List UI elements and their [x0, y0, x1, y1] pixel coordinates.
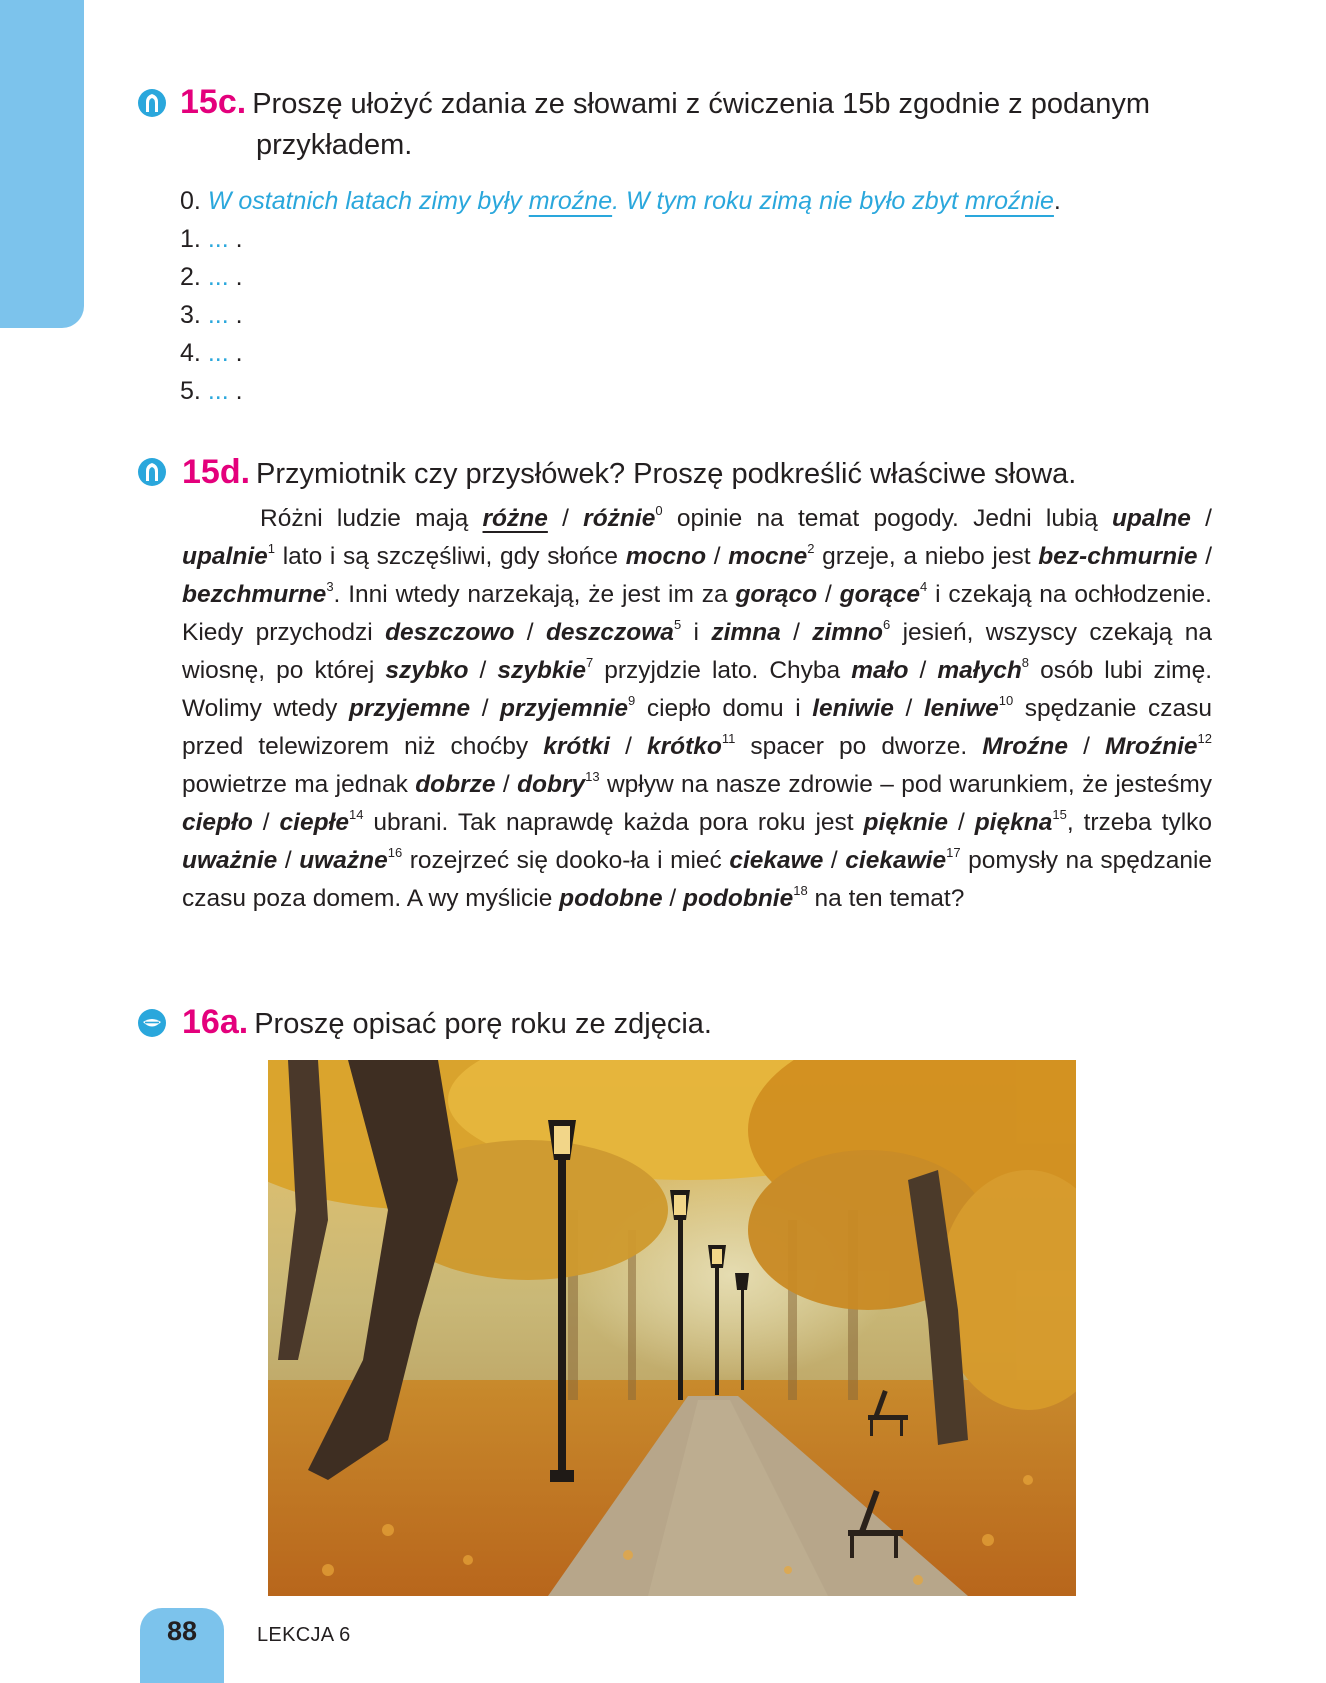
paragraph-text: spędzanie czasu przed telewizorem niż choćby	[182, 695, 1212, 760]
writing-hand-icon	[137, 88, 167, 118]
paragraph-text: /	[609, 733, 647, 760]
gap-number: 0	[655, 502, 663, 518]
word-choice-option[interactable]: mało	[851, 657, 909, 684]
word-choice-option[interactable]: krótki	[543, 733, 610, 760]
gap-number: 12	[1197, 730, 1212, 746]
word-choice-option[interactable]: małych	[937, 657, 1022, 684]
paragraph-text: powietrze ma jednak	[182, 771, 416, 798]
example-underlined-word: mroźne	[528, 187, 613, 215]
paragraph-text: osób lubi zimę. Wolimy wtedy	[182, 657, 1213, 722]
word-choice-option[interactable]: różne	[482, 505, 548, 532]
word-choice-option[interactable]: przyjemne	[348, 695, 471, 722]
word-choice-option[interactable]: mocne	[728, 543, 808, 570]
word-choice-option[interactable]: mocno	[625, 543, 707, 570]
paragraph-text: , trzeba tylko	[1066, 809, 1213, 836]
paragraph-text: wpływ na nasze zdrowie – pod warunkiem, że jesteśmy	[599, 771, 1213, 798]
exercise-instruction-continued: przykładem.	[256, 129, 413, 161]
paragraph-text: /	[947, 809, 975, 836]
word-choice-option[interactable]: przyjemnie	[500, 695, 629, 722]
answer-line[interactable]: 5. ... .	[180, 377, 243, 405]
answer-line[interactable]: 3. ... .	[180, 301, 243, 329]
paragraph-text: /	[817, 581, 840, 608]
paragraph-text: /	[514, 619, 546, 646]
paragraph-text: przyjdzie lato. Chyba	[593, 657, 852, 684]
paragraph-text: na ten temat?	[807, 885, 965, 912]
paragraph-text: rozejrzeć się dooko-ła i mieć	[402, 847, 730, 874]
paragraph-text: /	[1190, 505, 1212, 532]
speaking-mouth-icon	[137, 1008, 167, 1038]
paragraph-text: lato i są szczęśliwi, gdy słońce	[275, 543, 626, 570]
word-choice-option[interactable]: uważnie	[182, 847, 278, 874]
word-choice-option[interactable]: ciepłe	[279, 809, 349, 836]
paragraph-text: jesień, wszyscy czekają na wiosnę, po której	[182, 619, 1212, 684]
paragraph-text: /	[908, 657, 938, 684]
word-choice-option[interactable]: ciepło	[182, 809, 253, 836]
paragraph-text: . Inni wtedy narzekają, że jest im za	[333, 581, 736, 608]
word-choice-option[interactable]: zimno	[812, 619, 884, 646]
gap-number: 11	[721, 730, 736, 746]
word-choice-option[interactable]: zimna	[711, 619, 781, 646]
gap-number: 13	[585, 768, 600, 784]
example-sentence: 0. W ostatnich latach zimy były mroźne. W tym roku zimą nie było zbyt mroźnie.	[180, 187, 1061, 215]
paragraph-text: spacer po dworze.	[735, 733, 983, 760]
word-choice-option[interactable]: upalne	[1111, 505, 1191, 532]
paragraph-text: /	[470, 695, 501, 722]
paragraph-text: /	[547, 505, 584, 532]
word-choice-option[interactable]: deszczowo	[385, 619, 515, 646]
word-choice-option[interactable]: upalnie	[182, 543, 268, 570]
word-choice-option[interactable]: leniwie	[812, 695, 894, 722]
paragraph-text: Różni ludzie mają	[260, 505, 483, 532]
word-choice-option[interactable]: pięknie	[863, 809, 948, 836]
gap-number: 4	[920, 578, 928, 594]
gap-number: 14	[349, 806, 364, 822]
word-choice-option[interactable]: leniwe	[923, 695, 999, 722]
paragraph-text: i	[681, 619, 712, 646]
answer-line[interactable]: 4. ... .	[180, 339, 243, 367]
gap-number: 7	[585, 654, 594, 670]
exercise-number: 15d.	[182, 453, 251, 491]
gap-number: 17	[946, 844, 961, 860]
paragraph-text: /	[252, 809, 280, 836]
paragraph-text: /	[893, 695, 924, 722]
paragraph-text: /	[1068, 733, 1105, 760]
gap-number: 16	[387, 844, 403, 860]
gap-number: 15	[1052, 806, 1067, 822]
word-choice-option[interactable]: ciekawie	[845, 847, 947, 874]
exercise-15c-list	[180, 182, 1061, 410]
exercise-instruction: Przymiotnik czy przysłówek? Proszę podkreślić właściwe słowa.	[256, 458, 1077, 490]
word-choice-option[interactable]: podobne	[559, 885, 663, 912]
word-choice-option[interactable]: ciekawe	[729, 847, 824, 874]
paragraph-text: /	[1197, 543, 1213, 570]
side-color-tab	[0, 0, 84, 328]
gap-number: 3	[326, 578, 334, 594]
word-choice-option[interactable]: deszczowa	[545, 619, 674, 646]
paragraph-text: /	[780, 619, 813, 646]
word-choice-option[interactable]: gorąco	[735, 581, 818, 608]
word-choice-option[interactable]: bezchmurne	[182, 581, 327, 608]
word-choice-option[interactable]: Mroźnie	[1104, 733, 1198, 760]
answer-line[interactable]: 1. ... .	[180, 225, 243, 253]
paragraph-text: opinie na temat pogody. Jedni lubią	[662, 505, 1112, 532]
word-choice-option[interactable]: dobrze	[415, 771, 496, 798]
word-choice-option[interactable]: dobry	[517, 771, 586, 798]
gap-number: 1	[267, 540, 275, 556]
paragraph-text: /	[468, 657, 498, 684]
autumn-park-photo	[268, 1060, 1076, 1596]
exercise-number: 16a.	[182, 1003, 249, 1041]
gap-number: 5	[673, 616, 682, 632]
word-choice-option[interactable]: piękna	[974, 809, 1053, 836]
exercise-number: 15c.	[180, 83, 247, 121]
word-choice-option[interactable]: uważne	[299, 847, 388, 874]
word-choice-option[interactable]: różnie	[583, 505, 656, 532]
word-choice-option[interactable]: gorące	[839, 581, 920, 608]
word-choice-option[interactable]: szybkie	[497, 657, 586, 684]
exercise-16a-heading	[182, 1002, 712, 1045]
word-choice-option[interactable]: podobnie	[683, 885, 794, 912]
gap-number: 9	[628, 692, 636, 708]
paragraph-text: pomysły na spędzanie czasu poza domem. A wy myślicie	[182, 847, 1213, 912]
paragraph-text: /	[706, 543, 729, 570]
paragraph-text: grzeje, a niebo jest	[814, 543, 1039, 570]
answer-line[interactable]: 2. ... .	[180, 263, 243, 291]
writing-hand-icon	[137, 457, 167, 487]
page-number: 88	[166, 1616, 198, 1646]
paragraph-text: /	[823, 847, 846, 874]
word-choice-option[interactable]: Mroźne	[982, 733, 1068, 760]
example-underlined-word: mroźnie	[965, 187, 1054, 215]
gap-number: 10	[998, 692, 1014, 708]
exercise-15d-heading	[182, 452, 1076, 495]
exercise-instruction: Proszę opisać porę roku ze zdjęcia.	[254, 1008, 712, 1040]
paragraph-text: /	[662, 885, 684, 912]
paragraph-text: /	[277, 847, 300, 874]
gap-number: 18	[793, 882, 808, 898]
gap-number: 2	[807, 540, 815, 556]
exercise-15c-heading	[180, 82, 1150, 166]
lesson-label: LEKCJA 6	[257, 1624, 351, 1646]
gap-number: 8	[1021, 654, 1030, 670]
word-choice-option[interactable]: bez-chmurnie	[1038, 543, 1198, 570]
word-choice-option[interactable]: krótko	[646, 733, 722, 760]
paragraph-text: ubrani. Tak naprawdę każda pora roku jest	[363, 809, 864, 836]
paragraph-text: i czekają na ochłodzenie. Kiedy przychodzi	[182, 581, 1212, 646]
paragraph-text: ciepło domu i	[635, 695, 813, 722]
paragraph-text: /	[495, 771, 518, 798]
word-choice-option[interactable]: szybko	[385, 657, 469, 684]
exercise-instruction: Proszę ułożyć zdania ze słowami z ćwiczenia 15b zgodnie z podanym	[252, 88, 1151, 120]
gap-number: 6	[883, 616, 891, 632]
exercise-15d-paragraph	[182, 500, 1212, 918]
